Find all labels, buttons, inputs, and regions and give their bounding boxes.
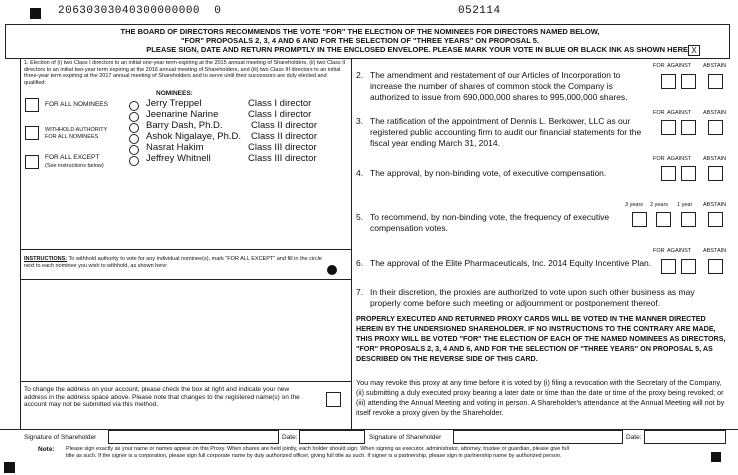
nominee-circle-2[interactable]	[129, 112, 139, 122]
nominee-class-5: Class III director	[248, 142, 317, 153]
signature-field-2[interactable]	[453, 430, 623, 444]
p3-against-box[interactable]	[681, 120, 696, 135]
column-divider	[351, 58, 352, 429]
control-number: 20630303040300000000 0	[58, 5, 222, 17]
revoke-text: You may revoke this proxy at any time before it is voted by (i) filing a revocation with the Secretary of the Company, (ii) submitting a duly executed proxy bearing a later date or time than the date or time of the proxy being revoked; or (iii) attending the Annual Meeting and voting in person. A Shareholder's attendance at the Annual Meeting will not by itself revoke a proxy given by the Shareholder.	[356, 378, 725, 417]
nominee-class-6: Class III director	[248, 153, 317, 164]
p4-for-box[interactable]	[661, 166, 676, 181]
p4-abstain-box[interactable]	[708, 166, 723, 181]
recommendation-line-2: "FOR" PROPOSALS 2, 3, 4 AND 6 AND FOR THE SELECTION OF "THREE YEARS" ON PROPOSAL 5.	[180, 36, 540, 45]
p5-abstain-box[interactable]	[708, 212, 723, 227]
nominee-class-2: Class I director	[248, 109, 312, 120]
p6-abstain-header: ABSTAIN	[703, 248, 727, 254]
proposal-1-text: 1. Election of (i) two Class I directors to an initial one-year term expiring at the 2015 annual meeting of Shareholders, (ii) two Class II directors to an initial two-year term expiring at the 2016 annual meeting of Shareholders, and (iii) two Class III directors to an initial three-year term expiring at the 2017 annual meeting of Shareholders and to serve until their successors are duly elected and qualified:	[24, 60, 346, 86]
nominee-circle-4[interactable]	[129, 134, 139, 144]
p4-for-header: FOR	[653, 156, 665, 162]
p5-one-year-header: 1 year	[677, 202, 693, 208]
date-label-2: Date:	[626, 434, 642, 441]
proposal-2-number: 2.	[356, 70, 364, 80]
p5-one-year-box[interactable]	[681, 212, 696, 227]
p3-against-header: AGAINST	[667, 110, 692, 116]
proposal-7-number: 7.	[356, 287, 364, 297]
p6-abstain-box[interactable]	[708, 259, 723, 274]
p4-abstain-header: ABSTAIN	[703, 156, 727, 162]
p3-abstain-box[interactable]	[708, 120, 723, 135]
withhold-authority-checkbox[interactable]	[25, 126, 39, 140]
date-label-1: Date:	[282, 434, 298, 441]
p2-abstain-header: ABSTAIN	[703, 63, 727, 69]
p2-for-header: FOR	[653, 63, 665, 69]
instructions-bottom-rule	[20, 279, 351, 280]
for-all-nominees-label: FOR ALL NOMINEES	[45, 101, 108, 108]
instructions-body: To withhold authority to vote for any individual nominee(s), mark "FOR ALL EXCEPT" and fill in the circle next to each nominee you wish to withhold, as shown here:	[24, 256, 322, 269]
recommendation-line-1: THE BOARD OF DIRECTORS RECOMMENDS THE VOTE "FOR" THE ELECTION OF THE NOMINEES FOR DIRECTORS NAMED BELOW,	[120, 27, 600, 36]
p2-against-box[interactable]	[681, 74, 696, 89]
note-label: Note:	[38, 446, 55, 453]
nominee-name-1: Jerry Treppel	[146, 98, 202, 109]
for-all-nominees-checkbox[interactable]	[25, 98, 39, 112]
instructions-text	[24, 256, 324, 269]
nominee-name-4: Ashok Nigalaye, Ph.D.	[146, 131, 242, 142]
proposal-3-number: 3.	[356, 116, 364, 126]
p2-for-box[interactable]	[661, 74, 676, 89]
p6-for-header: FOR	[653, 248, 665, 254]
nominee-circle-5[interactable]	[129, 145, 139, 155]
p3-for-header: FOR	[653, 110, 665, 116]
p5-three-years-header: 3 years	[625, 202, 644, 208]
nominee-class-4: Class II director	[251, 131, 317, 142]
nominee-class-3: Class II director	[251, 120, 317, 131]
recommendation-line-3: PLEASE SIGN, DATE AND RETURN PROMPTLY IN THE ENCLOSED ENVELOPE. PLEASE MARK YOUR VOTE IN BLUE OR BLACK INK AS SHOWN HERE	[146, 45, 688, 54]
nominee-name-2: Jeenarine Narine	[146, 109, 219, 120]
proposal-6-number: 6.	[356, 258, 364, 268]
left-column-outer	[20, 58, 21, 429]
p6-for-box[interactable]	[661, 259, 676, 274]
nominee-name-3: Barry Dash, Ph.D.	[146, 120, 223, 131]
address-change-checkbox[interactable]	[326, 392, 341, 407]
nominee-class-1: Class I director	[248, 98, 312, 109]
p2-against-header: AGAINST	[667, 63, 692, 69]
for-all-except-label: FOR ALL EXCEPT	[45, 154, 100, 161]
p3-abstain-header: ABSTAIN	[703, 110, 727, 116]
nominee-name-5: Nasrat Hakim	[146, 142, 204, 153]
signature-label-2: Signature of Shareholder	[369, 434, 442, 441]
proposal-4-text: The approval, by non-binding vote, of executive compensation.	[370, 168, 607, 178]
nominee-circle-1[interactable]	[129, 101, 139, 111]
address-top-rule	[20, 381, 351, 382]
corner-marker-bottom-left	[4, 462, 15, 473]
p2-abstain-box[interactable]	[708, 74, 723, 89]
filled-circle-example-icon	[327, 265, 337, 275]
proposal-5-text: To recommend, by non-binding vote, the frequency of executive compensation votes.	[370, 212, 610, 233]
form-number: 052114	[458, 5, 501, 17]
proposal-6-text: The approval of the Elite Pharmaceuticals, Inc. 2014 Equity Incentive Plan.	[370, 258, 652, 268]
proposal-5-number: 5.	[356, 212, 364, 222]
note-line-2: title as such. If the signer is a corporation, please sign full corporate name by duly authorized officer, giving full title as such. If signer is a partnership, please sign in partnership name by authorized person.	[66, 453, 562, 459]
instructions-top-rule	[20, 249, 351, 250]
p5-abstain-header: ABSTAIN	[703, 202, 727, 208]
p3-for-box[interactable]	[661, 120, 676, 135]
note-line-1: Please sign exactly as your name or names appear on this Proxy. When shares are held jointly, each holder should sign. When signing as executor, administrator, attorney, trustee or guardian, please give full	[66, 446, 569, 452]
p5-two-years-box[interactable]	[656, 212, 671, 227]
sample-mark-box: X	[688, 45, 700, 56]
p5-two-years-header: 2 years	[650, 202, 669, 208]
nominee-circle-3[interactable]	[129, 123, 139, 133]
instructions-label: INSTRUCTIONS:	[24, 256, 68, 262]
withhold-authority-label: WITHHOLD AUTHORITY FOR ALL NOMINEES	[45, 127, 108, 140]
signature-field-1[interactable]	[108, 430, 279, 444]
nominee-circle-6[interactable]	[129, 156, 139, 166]
p6-against-header: AGAINST	[667, 248, 692, 254]
p6-against-box[interactable]	[681, 259, 696, 274]
p4-against-box[interactable]	[681, 166, 696, 181]
proposal-4-number: 4.	[356, 168, 364, 178]
corner-marker-bottom-right	[711, 452, 721, 462]
see-instructions-label: (See instructions below)	[45, 163, 104, 169]
proposal-2-text: The amendment and restatement of our Articles of Incorporation to increase the number of shares of common stock the Company is authorized to issue from 690,000,000 shares to 995,000,000 shares.	[370, 70, 628, 102]
for-all-except-checkbox[interactable]	[25, 155, 39, 169]
nominee-name-6: Jeffrey Whitnell	[146, 153, 211, 164]
p4-against-header: AGAINST	[667, 156, 692, 162]
date-field-1[interactable]	[299, 430, 365, 444]
corner-marker-left	[30, 8, 41, 19]
signature-label-1: Signature of Shareholder	[24, 434, 97, 441]
p5-three-years-box[interactable]	[632, 212, 647, 227]
date-field-2[interactable]	[644, 430, 726, 444]
proposal-7-text: In their discretion, the proxies are authorized to vote upon such other business as may properly come before such meeting or adjournment or postponement thereof.	[370, 287, 695, 308]
proxy-statement: PROPERLY EXECUTED AND RETURNED PROXY CARDS WILL BE VOTED IN THE MANNER DIRECTED HEREIN BY THE UNDERSIGNED SHAREHOLDER. IF NO INSTRUCTIONS TO THE CONTRARY ARE MADE, THIS PROXY WILL BE VOTED "FOR" THE ELECTION OF EACH OF THE NAMED NOMINEES AS DIRECTORS, "FOR" PROPOSALS 2, 3, 4 AND 6, AND FOR THE SELECTION OF "THREE YEARS" ON PROPOSAL 5, AS DESCRIBED ON THE REVERSE SIDE OF THIS CARD.	[356, 314, 726, 363]
proposal-3-text: The ratification of the appointment of Dennis L. Berkower, LLC as our registered public accounting firm to audit our financial statements for the fiscal year ending March 31, 2014.	[370, 116, 642, 148]
nominees-heading: NOMINEES:	[156, 90, 193, 97]
address-change-text: To change the address on your account, please check the box at right and indicate your new address in the address space above. Please note that changes to the registered name(s) on the account may not be submitted via this method.	[24, 386, 300, 408]
